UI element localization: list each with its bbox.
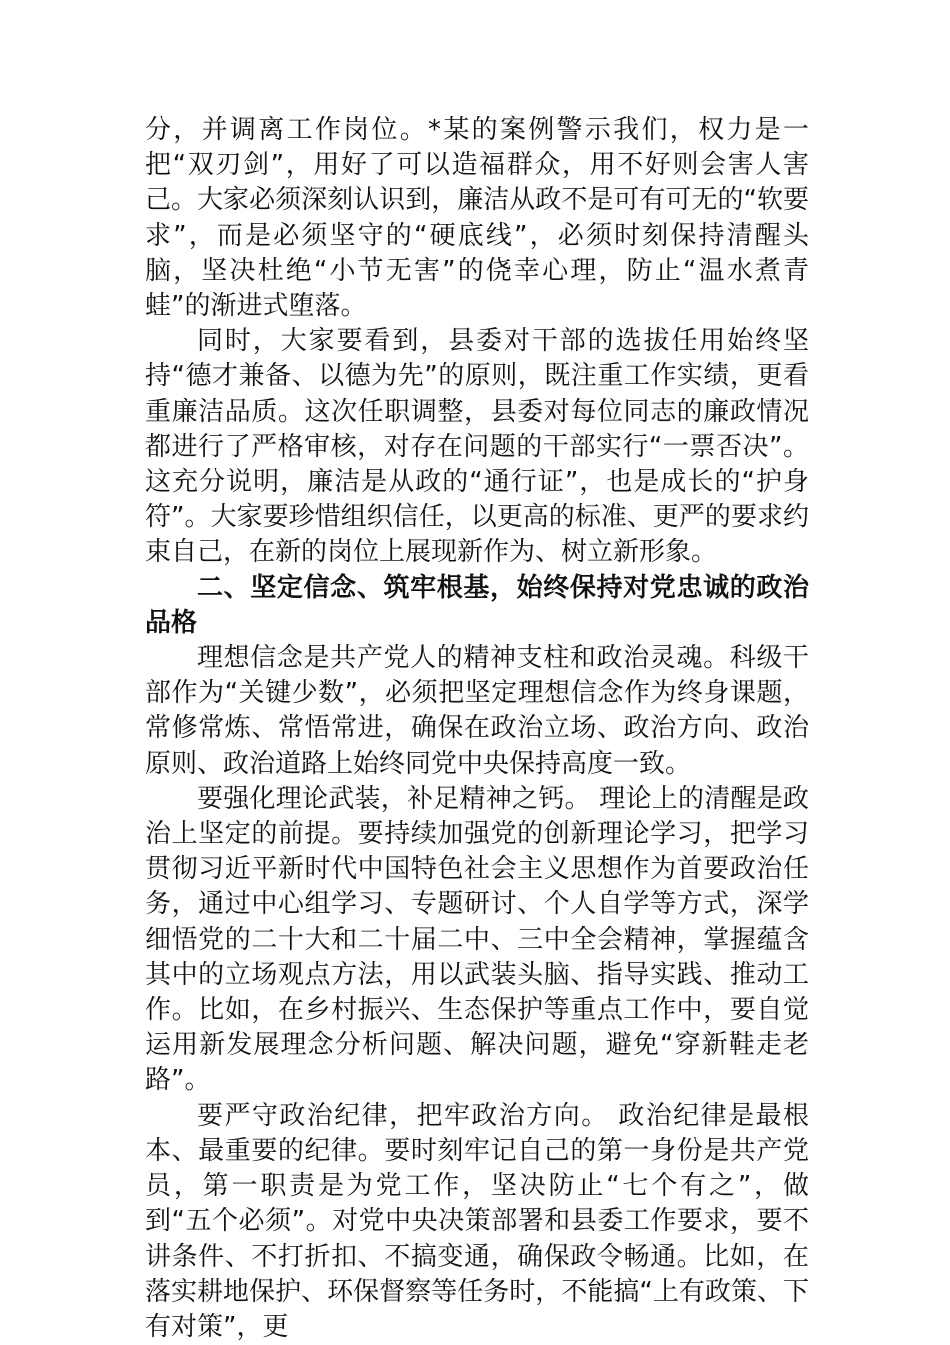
document-page — [145, 113, 809, 1345]
paragraph-continuation: 分，并调离工作岗位。*某的案例警示我们，权力是一把“双刃剑”，用好了可以造福群众，用不好则会害人害己。大家必须深刻认识到，廉洁从政不是可有可无的“软要求”，而是必须坚守的“硬底线”，必须时刻保持清醒头脑，坚决杜绝“小节无害”的侥幸心理，防止“温水煮青蛙”的渐进式堕落。 — [145, 115, 809, 322]
paragraph: 要严守政治纪律，把牢政治方向。 政治纪律是最根本、最重要的纪律。要时刻牢记自己的第一身份是共产党员，第一职责是为党工作，坚决防止“七个有之”，做到“五个必须”。对党中央决策部署和县委工作要求，要不讲条件、不打折扣、不搞变通，确保政令畅通。比如，在落实耕地保护、环保督察等任务时，不能搞“上有政策、下有对策”，更 — [145, 1100, 809, 1342]
paragraph: 理想信念是共产党人的精神支柱和政治灵魂。科级干部作为“关键少数”，必须把坚定理想信念作为终身课题，常修常炼、常悟常进，确保在政治立场、政治方向、政治原则、政治道路上始终同党中央保持高度一致。 — [145, 643, 809, 779]
paragraph: 要强化理论武装，补足精神之钙。 理论上的清醒是政治上坚定的前提。要持续加强党的创新理论学习，把学习贯彻习近平新时代中国特色社会主义思想作为首要政治任务，通过中心组学习、专题研讨、个人自学等方式，深学细悟党的二十大和二十届二中、三中全会精神，掌握蕴含其中的立场观点方法，用以武装头脑、指导实践、推动工作。比如，在乡村振兴、生态保护等重点工作中，要自觉运用新发展理念分析问题、解决问题，避免“穿新鞋走老路”。 — [145, 783, 809, 1096]
paragraph: 同时，大家要看到，县委对干部的选拔任用始终坚持“德才兼备、以德为先”的原则，既注重工作实绩，更看重廉洁品质。这次任职调整，县委对每位同志的廉政情况都进行了严格审核，对存在问题的干部实行“一票否决”。这充分说明，廉洁是从政的“通行证”，也是成长的“护身符”。大家要珍惜组织信任，以更高的标准、更严的要求约束自己，在新的岗位上展现新作为、树立新形象。 — [145, 326, 809, 568]
section-heading: 二、坚定信念、筑牢根基，始终保持对党忠诚的政治品格 — [145, 572, 809, 638]
